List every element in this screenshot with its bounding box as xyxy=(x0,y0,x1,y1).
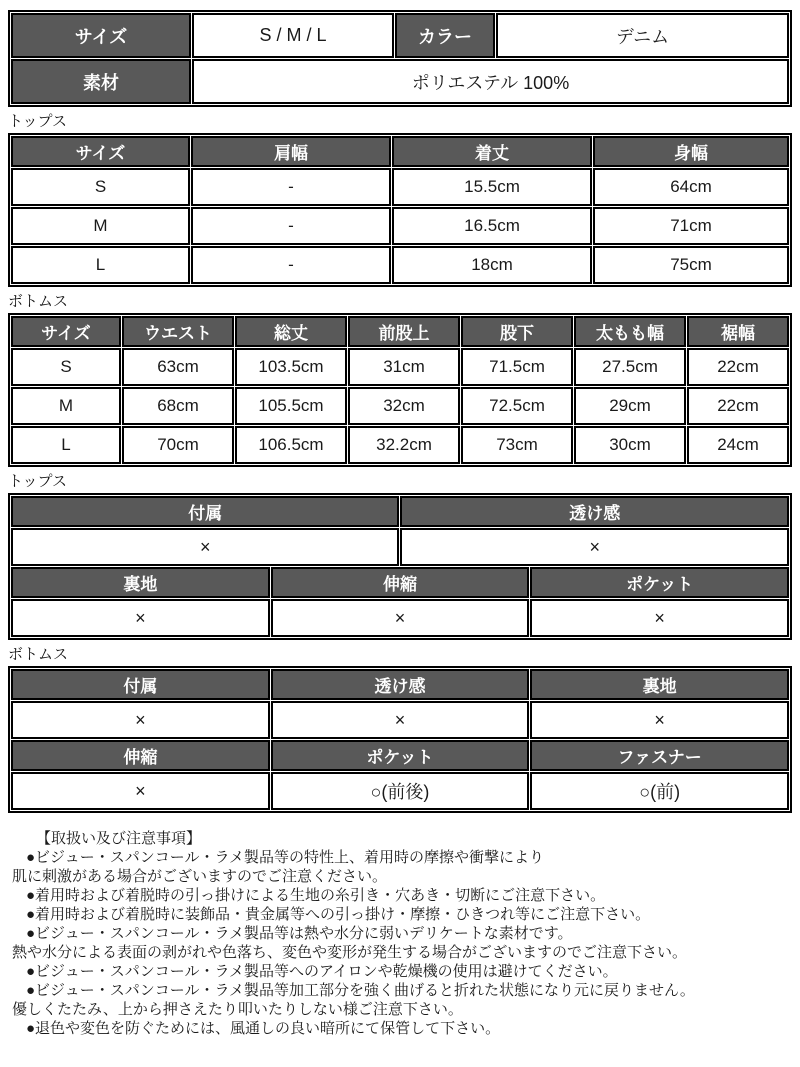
tops-feature-value: × xyxy=(11,528,399,566)
tops-feature-value: × xyxy=(11,599,270,637)
tops-feature-header: 付属 xyxy=(11,496,399,527)
tops-size-cell: S xyxy=(11,168,190,206)
table-header-row xyxy=(11,316,789,347)
bottoms-feature-value: × xyxy=(11,772,270,810)
note-line: ●ビジュー・スパンコール・ラメ製品等加工部分を強く曲げると折れた状態になり元に戻りません。 xyxy=(26,982,695,999)
tops-size-cell: 16.5cm xyxy=(392,207,592,245)
bottoms-size-cell: L xyxy=(11,426,121,464)
tops-feature-header: 裏地 xyxy=(11,567,270,598)
bottoms-size-cell: 72.5cm xyxy=(461,387,573,425)
note-line: ●ビジュー・スパンコール・ラメ製品等は熱や水分に弱いデリケートな素材です。 xyxy=(26,925,573,942)
note-line: ●ビジュー・スパンコール・ラメ製品等へのアイロンや乾燥機の使用は避けてください。 xyxy=(26,963,618,980)
bottoms-size-header: 総丈 xyxy=(235,316,347,347)
tops-size-cell: - xyxy=(191,207,391,245)
tops-size-cell: 18cm xyxy=(392,246,592,284)
bottoms-size-cell: 105.5cm xyxy=(235,387,347,425)
bottoms-feature-value: × xyxy=(11,701,270,739)
handling-notes-title: 【取扱い及び注意事項】 xyxy=(36,830,202,847)
table-header-row xyxy=(11,136,789,167)
bottoms-size-cell: 73cm xyxy=(461,426,573,464)
tops-size-header: 着丈 xyxy=(392,136,592,167)
bottoms-feature-value: ○(前後) xyxy=(271,772,530,810)
note-line: ●着用時および着脱時に装飾品・貴金属等への引っ掛け・摩擦・ひきつれ等にご注意下さい。 xyxy=(26,906,651,923)
bottoms-size-cell: S xyxy=(11,348,121,386)
bottoms-feature-header: 裏地 xyxy=(530,669,789,700)
tops-size-cell: - xyxy=(191,246,391,284)
bottoms-feature-header: ポケット xyxy=(271,740,530,771)
table-row xyxy=(11,599,789,637)
bottoms-size-cell: 30cm xyxy=(574,426,686,464)
color-header-cell: カラー xyxy=(395,13,495,58)
tops-size-cell: 75cm xyxy=(593,246,789,284)
bottoms-size-cell: 68cm xyxy=(122,387,234,425)
bottoms-size-cell: 32cm xyxy=(348,387,460,425)
tops-size-table xyxy=(8,133,792,287)
bottoms-size-cell: 31cm xyxy=(348,348,460,386)
tops-feature-value: × xyxy=(271,599,530,637)
tops-size-cell: - xyxy=(191,168,391,206)
table-row xyxy=(11,528,789,566)
bottoms-size-cell: 22cm xyxy=(687,387,789,425)
tops-feature-header: ポケット xyxy=(530,567,789,598)
bottoms-size-cell: 71.5cm xyxy=(461,348,573,386)
tops-feature-value: × xyxy=(400,528,789,566)
bottoms-size-cell: 24cm xyxy=(687,426,789,464)
material-header-cell: 素材 xyxy=(11,59,191,104)
table-header-row xyxy=(11,496,789,527)
color-value-cell: デニム xyxy=(496,13,789,58)
bottoms-size-header: ウエスト xyxy=(122,316,234,347)
tops-section-label: トップス xyxy=(8,113,67,130)
note-line: 熱や水分による表面の剥がれや色落ち、変色や変形が発生する場合がございますのでご注意下さい。 xyxy=(12,944,688,961)
tops-feature-header: 透け感 xyxy=(400,496,789,527)
bottoms-features-table xyxy=(8,666,792,813)
note-line: 優しくたたみ、上から押さえたり叩いたりしない様ご注意下さい。 xyxy=(12,1001,463,1018)
size-header-cell: サイズ xyxy=(11,13,191,58)
tops-feature-value: × xyxy=(530,599,789,637)
tops-size-header: 身幅 xyxy=(593,136,789,167)
bottoms-feature-header: 透け感 xyxy=(271,669,530,700)
spec-table xyxy=(8,10,792,107)
handling-notes xyxy=(8,829,792,1038)
table-header-row xyxy=(11,669,789,700)
tops-size-cell: 15.5cm xyxy=(392,168,592,206)
bottoms-feature-header: 付属 xyxy=(11,669,270,700)
table-row xyxy=(11,13,789,58)
bottoms-size-header: サイズ xyxy=(11,316,121,347)
bottoms-feature-value: ○(前) xyxy=(530,772,789,810)
bottoms-feature-header: ファスナー xyxy=(530,740,789,771)
note-line: ●退色や変色を防ぐためには、風通しの良い暗所にて保管して下さい。 xyxy=(26,1020,501,1037)
bottoms-size-table xyxy=(8,313,792,467)
tops-feature-header: 伸縮 xyxy=(271,567,530,598)
note-line: ●ビジュー・スパンコール・ラメ製品等の特性上、着用時の摩擦や衝撃により xyxy=(26,849,545,866)
tops-size-header: 肩幅 xyxy=(191,136,391,167)
table-row xyxy=(11,59,789,104)
table-row xyxy=(11,207,789,245)
bottoms-size-cell: 103.5cm xyxy=(235,348,347,386)
bottoms-size-cell: 70cm xyxy=(122,426,234,464)
bottoms-size-cell: 27.5cm xyxy=(574,348,686,386)
note-line: 肌に刺激がある場合がございますのでご注意ください。 xyxy=(12,868,388,885)
tops-features-table xyxy=(8,493,792,640)
bottoms-size-header: 裾幅 xyxy=(687,316,789,347)
bottoms-size-cell: M xyxy=(11,387,121,425)
tops-size-cell: 64cm xyxy=(593,168,789,206)
table-row xyxy=(11,246,789,284)
material-value-cell: ポリエステル 100% xyxy=(192,59,789,104)
table-row xyxy=(11,701,789,739)
table-header-row xyxy=(11,567,789,598)
size-value-cell: S / M / L xyxy=(192,13,394,58)
bottoms-size-header: 前股上 xyxy=(348,316,460,347)
table-row xyxy=(11,348,789,386)
bottoms-size-header: 股下 xyxy=(461,316,573,347)
table-row xyxy=(11,772,789,810)
table-row xyxy=(11,426,789,464)
note-line: ●着用時および着脱時の引っ掛けによる生地の糸引き・穴あき・切断にご注意下さい。 xyxy=(26,887,606,904)
bottoms-size-cell: 63cm xyxy=(122,348,234,386)
tops-size-cell: L xyxy=(11,246,190,284)
bottoms-section-label: ボトムス xyxy=(8,293,69,310)
tops-size-header: サイズ xyxy=(11,136,190,167)
bottoms-feature-header: 伸縮 xyxy=(11,740,270,771)
bottoms-size-header: 太もも幅 xyxy=(574,316,686,347)
tops-features-section-label: トップス xyxy=(8,473,67,490)
tops-size-cell: 71cm xyxy=(593,207,789,245)
table-row xyxy=(11,387,789,425)
table-row xyxy=(11,168,789,206)
bottoms-feature-value: × xyxy=(530,701,789,739)
bottoms-size-cell: 106.5cm xyxy=(235,426,347,464)
bottoms-size-cell: 32.2cm xyxy=(348,426,460,464)
bottoms-size-cell: 29cm xyxy=(574,387,686,425)
tops-size-cell: M xyxy=(11,207,190,245)
bottoms-feature-value: × xyxy=(271,701,530,739)
bottoms-size-cell: 22cm xyxy=(687,348,789,386)
bottoms-features-section-label: ボトムス xyxy=(8,646,69,663)
table-header-row xyxy=(11,740,789,771)
